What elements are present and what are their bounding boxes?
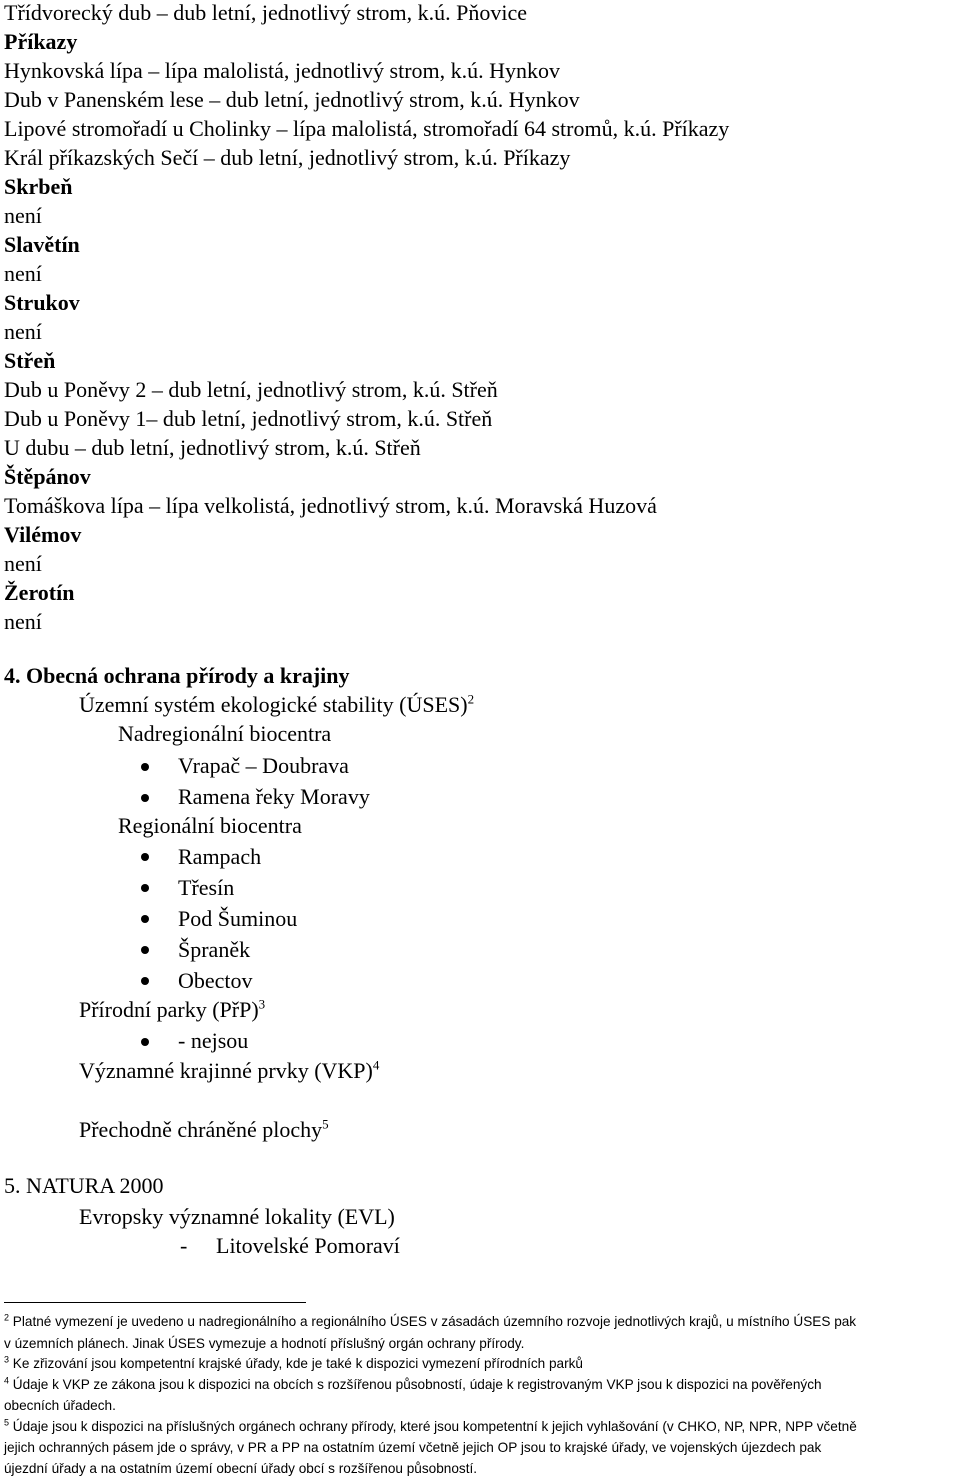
uses-label-text: Územní systém ekologické stability (ÚSES) (79, 692, 468, 717)
list-item: Pod Šuminou (178, 906, 298, 931)
footnote-text: Údaje jsou k dispozici na příslušných orgánech ochrany přírody, které jsou kompetentní k jejich vyhlašování (v CHKO, NP, NPR, NPP včetně (12, 1419, 857, 1434)
evl-label: Evropsky významné lokality (EVL) (79, 1204, 395, 1229)
parks-label (79, 997, 265, 1023)
footnote (4, 1314, 856, 1330)
evl-item-dash: - (180, 1233, 188, 1258)
footnote-text: Ke zřizování jsou kompetentní krajské úřady, kde je také k dispozici vymezení přírodních parků (12, 1356, 583, 1371)
bullet-icon (141, 977, 149, 985)
text-line: Král příkazských Sečí – dub letní, jednotlivý strom, k.ú. Příkazy (4, 145, 571, 170)
section-5-heading: 5. NATURA 2000 (4, 1173, 164, 1198)
footnote-continuation: újezdní úřady a na ostatním území obecní úřady obcí s rozšířenou působností. (4, 1461, 478, 1476)
text-line: Lipové stromořadí u Cholinky – lípa malolistá, stromořadí 64 stromů, k.ú. Příkazy (4, 116, 730, 141)
heading-municipality: Slavětín (4, 232, 80, 257)
regional-label: Regionální biocentra (118, 813, 302, 838)
parks-label-text: Přírodní parky (PřP) (79, 997, 259, 1022)
bullet-icon (141, 915, 149, 923)
text-line: Třídvorecký dub – dub letní, jednotlivý strom, k.ú. Pňovice (4, 0, 528, 25)
list-item: Ramena řeky Moravy (178, 784, 370, 809)
bullet-icon (141, 853, 149, 861)
transition-label (79, 1117, 329, 1143)
uses-label (79, 692, 474, 718)
text-line: není (4, 203, 42, 228)
footnote (4, 1419, 857, 1435)
text-line: Dub u Poněvy 2 – dub letní, jednotlivý strom, k.ú. Střeň (4, 377, 498, 402)
vkp-label (79, 1058, 379, 1084)
list-item: Rampach (178, 844, 262, 869)
text-line: Dub u Poněvy 1– dub letní, jednotlivý strom, k.ú. Střeň (4, 406, 493, 431)
footnote-separator (4, 1302, 306, 1303)
footnote-ref: 3 (258, 996, 266, 1012)
footnote-continuation: v územních plánech. Jinak ÚSES vymezuje a hodnotí příslušný orgán ochrany přírody. (4, 1336, 525, 1351)
list-item: Špraněk (178, 937, 251, 962)
footnote-ref: 4 (372, 1057, 380, 1073)
evl-item: Litovelské Pomoraví (216, 1233, 400, 1258)
footnote-continuation: jejich ochranných pásem jde o správy, v PR a PP na ostatním území včetně jejich OP jsou to krajské úřady, ve vojenských újezdech pak (4, 1440, 822, 1455)
heading-municipality: Strukov (4, 290, 80, 315)
list-item: Obectov (178, 968, 253, 993)
heading-municipality: Střeň (4, 348, 56, 373)
text-line: není (4, 319, 42, 344)
bullet-icon (141, 1038, 149, 1046)
nadregional-label: Nadregionální biocentra (118, 721, 332, 746)
footnote-number: 3 (4, 1354, 10, 1365)
heading-municipality: Skrbeň (4, 174, 73, 199)
text-line: U dubu – dub letní, jednotlivý strom, k.ú. Střeň (4, 435, 421, 460)
bullet-icon (141, 763, 149, 771)
text-line: není (4, 551, 42, 576)
text-line: není (4, 261, 42, 286)
footnote-number: 4 (4, 1375, 10, 1386)
heading-municipality: Vilémov (4, 522, 82, 547)
footnote-number: 2 (4, 1312, 10, 1323)
text-line: Tomáškova lípa – lípa velkolistá, jednotlivý strom, k.ú. Moravská Huzová (4, 493, 657, 518)
list-item: - nejsou (178, 1028, 249, 1053)
footnote (4, 1377, 822, 1393)
footnote-continuation: obecních úřadech. (4, 1398, 116, 1413)
footnote (4, 1356, 583, 1372)
footnote-ref: 5 (322, 1116, 329, 1132)
transition-label-text: Přechodně chráněné plochy (79, 1117, 323, 1142)
vkp-label-text: Významné krajinné prvky (VKP) (79, 1058, 373, 1083)
heading-municipality: Žerotín (4, 580, 75, 605)
text-line: Hynkovská lípa – lípa malolistá, jednotlivý strom, k.ú. Hynkov (4, 58, 561, 83)
bullet-icon (141, 794, 149, 802)
heading-municipality: Příkazy (4, 29, 78, 54)
section-4-heading: 4. Obecná ochrana přírody a krajiny (4, 663, 350, 688)
text-line: není (4, 609, 42, 634)
heading-municipality: Štěpánov (4, 464, 91, 489)
bullet-icon (141, 884, 149, 892)
list-item: Vrapač – Doubrava (178, 753, 349, 778)
list-item: Třesín (178, 875, 235, 900)
text-line: Dub v Panenském lese – dub letní, jednotlivý strom, k.ú. Hynkov (4, 87, 580, 112)
footnote-text: Údaje k VKP ze zákona jsou k dispozici na obcích s rozšířenou působností, údaje k registrovaným VKP jsou k dispozici na pověřených (12, 1377, 822, 1392)
footnote-ref: 2 (467, 691, 475, 707)
bullet-icon (141, 946, 149, 954)
footnote-number: 5 (4, 1417, 10, 1428)
footnote-text: Platné vymezení je uvedeno u nadregionálního a regionálního ÚSES v zásadách územního rozvoje jednotlivých krajů, u místního ÚSES pak (12, 1314, 857, 1329)
